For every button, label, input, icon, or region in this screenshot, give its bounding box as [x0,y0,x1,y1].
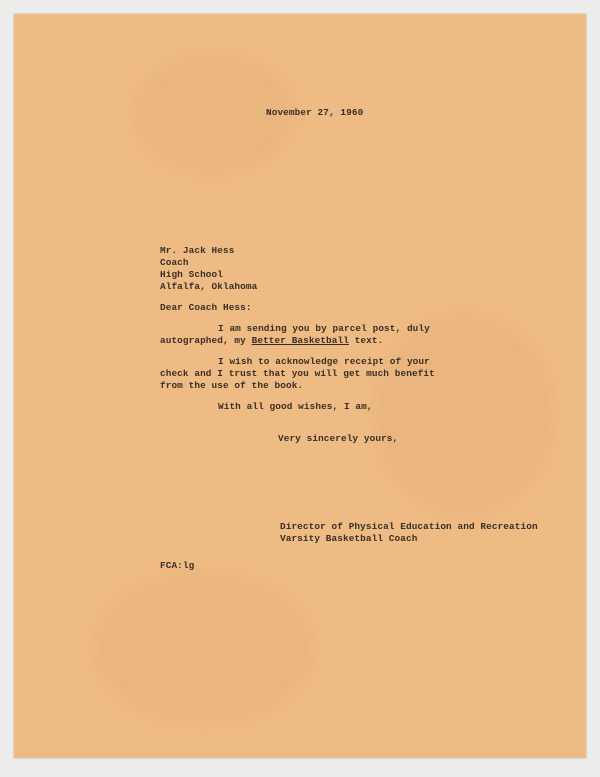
recipient-title: Coach [160,257,189,268]
recipient-organization: High School [160,269,223,280]
paper-stain [94,574,314,724]
signature-line-1: Director of Physical Education and Recreation [280,521,538,532]
paragraph-1-line-2 [160,335,383,347]
recipient-name: Mr. Jack Hess [160,245,235,256]
paper-stain [374,314,554,514]
paragraph-2-line-2: check and I trust that you will get much benefit [160,368,435,379]
salutation: Dear Coach Hess: [160,302,252,313]
reference-initials: FCA:lg [160,560,195,571]
paragraph-1-line-2-suffix: text. [348,335,384,346]
paragraph-1-line-2-prefix: autographed, my [160,335,252,346]
complimentary-closing: Very sincerely yours, [278,433,399,444]
paragraph-2-line-3: from the use of the book. [160,380,304,391]
paragraph-2-line-1: I wish to acknowledge receipt of your [218,356,430,367]
letter-page [14,14,586,758]
book-title: Better Basketball [251,335,349,346]
letter-date: November 27, 1960 [266,107,364,118]
paragraph-3: With all good wishes, I am, [218,401,373,412]
signature-line-2: Varsity Basketball Coach [280,533,418,544]
paragraph-1-line-1: I am sending you by parcel post, duly [218,323,430,334]
recipient-location: Alfalfa, Oklahoma [160,281,258,292]
